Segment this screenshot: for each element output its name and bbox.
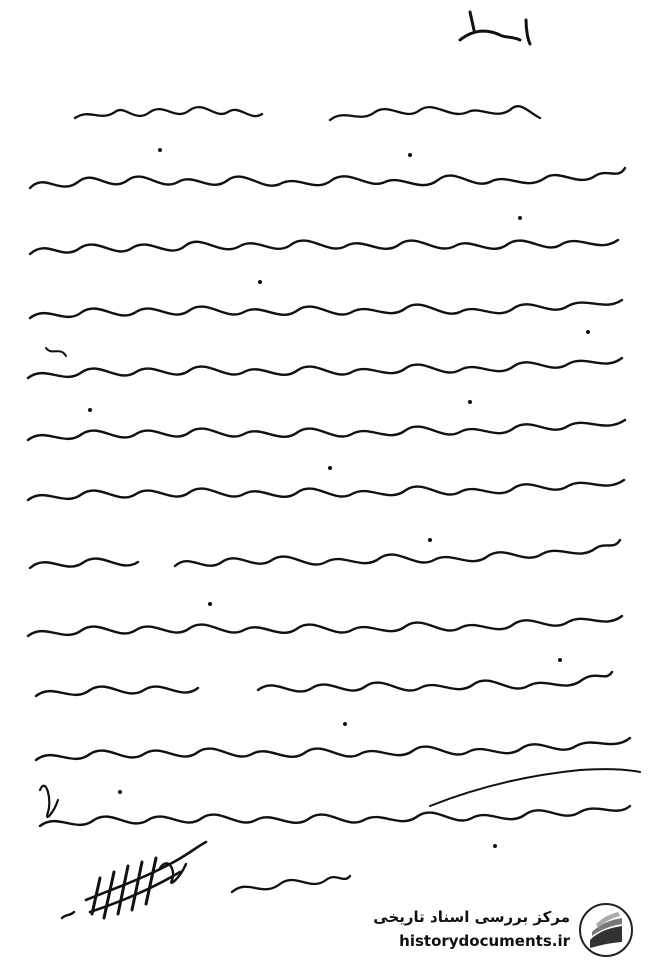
handwritten-line-8 <box>30 540 620 568</box>
handwritten-line-11 <box>36 738 630 760</box>
handwritten-date <box>232 876 350 892</box>
handwritten-line-5 <box>28 358 622 378</box>
handwritten-line-12 <box>40 769 640 826</box>
handwritten-signature <box>62 842 206 918</box>
handwritten-line-6 <box>28 420 625 440</box>
archive-watermark <box>358 900 640 960</box>
handwritten-line-3 <box>30 240 618 254</box>
handwritten-line-4 <box>30 300 622 318</box>
handwritten-line-2 <box>30 168 625 188</box>
diacritic-dots <box>88 148 590 848</box>
handwritten-line-10 <box>36 672 612 696</box>
handwritten-line-1 <box>75 106 540 120</box>
letter-heading-mark <box>460 12 530 44</box>
watermark-org-name: مرکز بررسی اسناد تاریخی <box>373 908 570 926</box>
document-archive-icon <box>578 902 634 958</box>
handwritten-line-9 <box>28 616 622 636</box>
watermark-url: historydocuments.ir <box>399 932 570 950</box>
margin-flourish <box>40 348 66 817</box>
handwritten-line-7 <box>28 480 624 500</box>
